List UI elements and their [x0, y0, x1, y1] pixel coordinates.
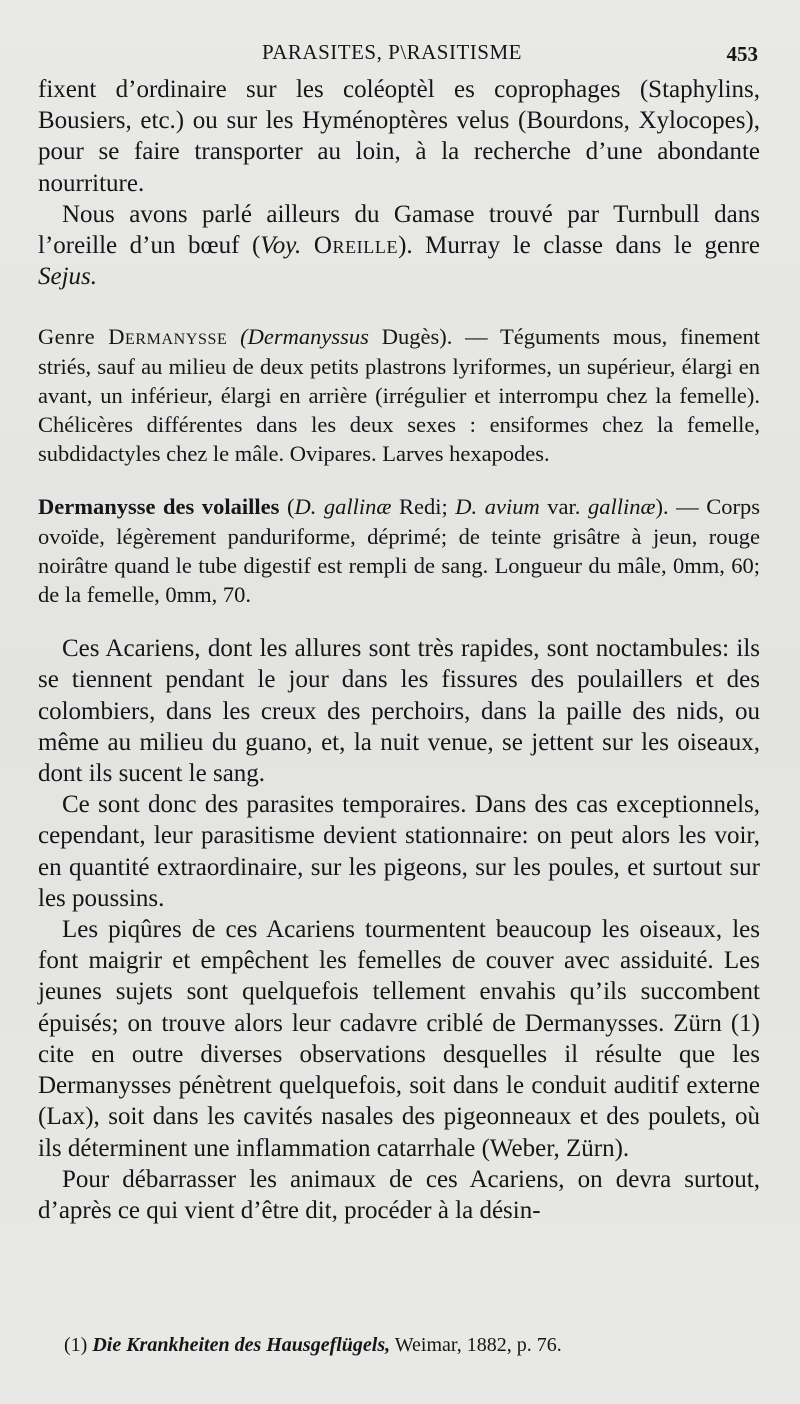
paragraph-gamase-text-a: Nous avons parlé ailleurs du Gamase trouvé par Turnbull dans l’oreille d’un bœuf ( — [38, 200, 760, 260]
footnote-book-title: Die Krankheiten des Hausgeflügels, — [92, 1334, 391, 1356]
species-text: ). — Corps ovoïde, légèrement panduriforme, déprimé; de teinte grisâtre à jeun, rouge noirâtre quand le tube digestif est rempli de sang. Longueur du mâle, 0mm, 60; de la femelle, 0mm, 70. — [38, 494, 761, 608]
genus-text: Dugès). — Téguments mous, finement striés, sauf au milieu de deux petits plastrons lyriformes, un supérieur, élargi en avant, un inférieur, élargi en arrière (irrégulier et interrompu chez la femelle). Chélicères différentes dans les deux sexes : ensiformes chez la femelle, subdidactyles chez le mâle. Ovipares. Larves hexapodes. — [38, 324, 760, 467]
species-latin-1: D. gallinæ — [294, 494, 392, 520]
species-description — [38, 492, 760, 609]
voy-reference: Voy. — [260, 232, 302, 260]
paragraph-treatment: Pour débarrasser les animaux de ces Acariens, on devra surtout, d’après ce qui vient d’être dit, procéder à la désin- — [38, 1165, 760, 1224]
species-latin-2: D. avium — [455, 494, 540, 520]
genus-description — [38, 322, 760, 468]
paragraph-gamase-text-b: ). Murray le classe dans le genre — [398, 232, 761, 260]
page-number: 453 — [726, 42, 758, 66]
species-mid: Redi; — [391, 494, 456, 520]
species-var: var. — [539, 494, 588, 520]
species-latin-3: gallinæ — [587, 494, 656, 520]
paragraph-gamase — [38, 199, 760, 293]
paragraph-bites: Les piqûres de ces Acariens tourmentent beaucoup les oiseaux, les font maigrir et empêchent les femelles de couver avec assiduité. Les jeunes sujets sont quelquefois tellement envahis qu’ils succombent épuisés; on trouve alors leur cadavre criblé de Dermanysses. Zürn (1) cite en outre diverses observations desquelles il résulte que les Dermanysses pénètrent quelquefois, soit dans le conduit auditif externe (Lax), soit dans les cavités nasales des pigeonneaux et des poulets, où ils déterminent une inflammation catarrhale (Weber, Zürn). — [38, 916, 760, 1162]
footnote-publication: Weimar, 1882, p. 76. — [390, 1334, 562, 1356]
running-head — [38, 34, 760, 74]
species-paren: ( — [286, 494, 295, 520]
genus-sejus: Sejus. — [38, 263, 98, 291]
footnote — [64, 1334, 562, 1357]
genus-name: Dermanysse — [108, 324, 228, 350]
genus-latin: (Dermanyssus — [240, 324, 369, 350]
footnote-marker: (1) — [64, 1334, 93, 1356]
paragraph-temporary-parasites: Ce sont donc des parasites temporaires. Dans des cas exceptionnels, cependant, leur parasitisme devient stationnaire: on peut alors les voir, en quantité extraordinaire, sur les pigeons, sur les poules, et surtout sur les poussins. — [38, 791, 760, 912]
running-title: PARASITES, P\RASITISME — [262, 40, 522, 64]
paragraph-habits: Ces Acariens, dont les allures sont très rapides, sont noctambules: ils se tiennent pendant le jour dans les fissures des poulaillers et des colombiers, dans les creux des perchoirs, dans la paille des nids, ou même au milieu du guano, et, la nuit venue, se jettent sur les oiseaux, dont ils sucent le sang. — [38, 635, 760, 788]
oreille-reference: Oreille — [313, 232, 399, 260]
genus-label: Genre — [38, 324, 109, 350]
paragraph-continuation: fixent d’ordinaire sur les coléoptèl es coprophages (Staphylins, Bousiers, etc.) ou sur les Hyménoptères velus (Bourdons, Xylocopes), pour se faire transporter au loin, à la recherche d’une abondante nourriture. — [38, 76, 760, 197]
species-name: Dermanysse des volailles — [38, 494, 280, 520]
